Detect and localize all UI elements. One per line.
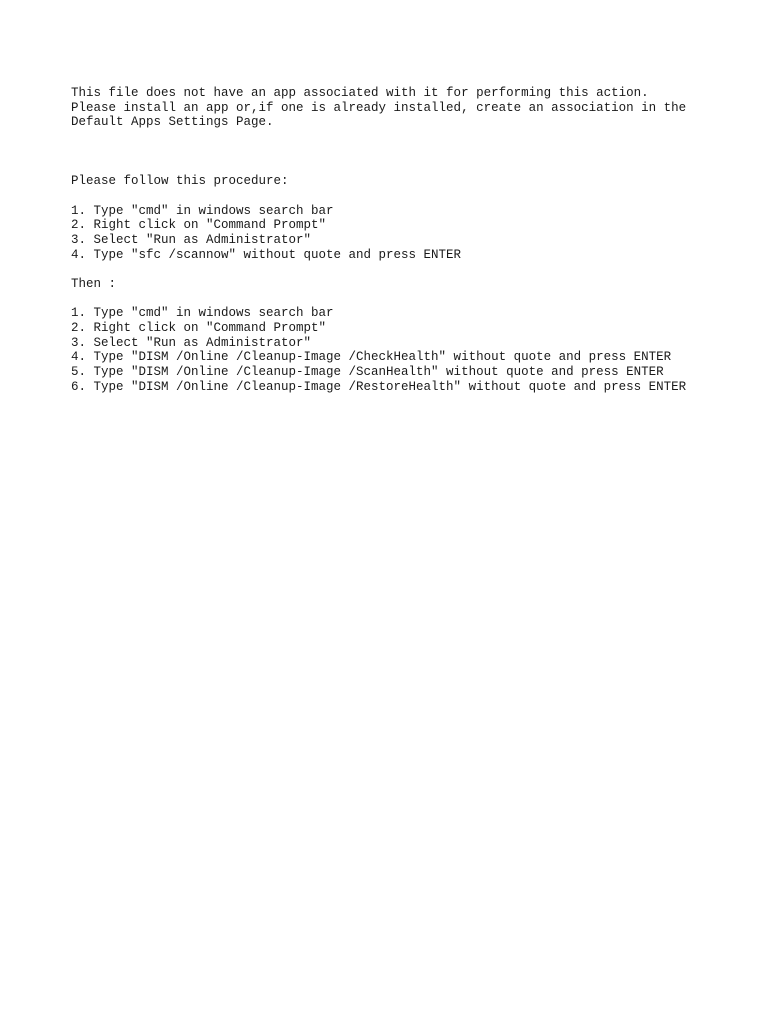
list-item: 5. Type "DISM /Online /Cleanup-Image /ScanHealth" without quote and press ENTER (71, 365, 664, 380)
spacer (71, 130, 751, 159)
procedure-heading: Please follow this procedure: (71, 174, 289, 189)
list-item: 3. Select "Run as Administrator" (71, 232, 312, 247)
intro-message (71, 86, 751, 130)
then-steps (71, 306, 751, 394)
list-item: 3. Select "Run as Administrator" (71, 335, 312, 350)
spacer (71, 189, 751, 204)
list-item: 2. Right click on "Command Prompt" (71, 218, 327, 233)
then-heading: Then : (71, 276, 117, 291)
spacer (71, 262, 751, 277)
list-item: 1. Type "cmd" in windows search bar (71, 203, 334, 218)
document-page (71, 86, 751, 394)
list-item: 2. Right click on "Command Prompt" (71, 321, 327, 336)
list-item: 4. Type "sfc /scannow" without quote and press ENTER (71, 247, 462, 262)
list-item: 6. Type "DISM /Online /Cleanup-Image /RestoreHealth" without quote and press ENTER (71, 379, 687, 394)
intro-line: This file does not have an app associated with it for performing this action. (71, 86, 649, 100)
list-item: 4. Type "DISM /Online /Cleanup-Image /CheckHealth" without quote and press ENTER (71, 350, 672, 365)
intro-line: Default Apps Settings Page. (71, 115, 274, 130)
list-item: 1. Type "cmd" in windows search bar (71, 306, 334, 321)
intro-line: Please install an app or,if one is already installed, create an association in the (71, 100, 687, 115)
procedure-steps (71, 204, 751, 263)
spacer (71, 292, 751, 307)
